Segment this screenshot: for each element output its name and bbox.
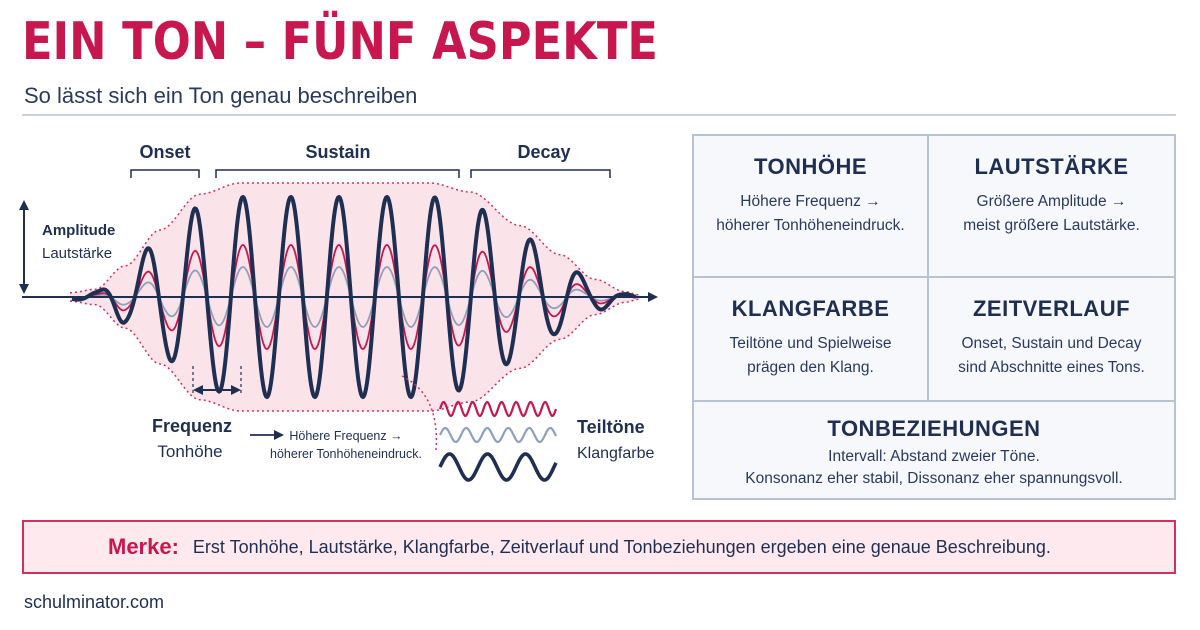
partial-wave-gray xyxy=(440,428,556,442)
phase-brackets xyxy=(131,170,610,178)
aspect-card-lautstaerke xyxy=(929,136,1174,276)
page-title: EIN TON – FÜNF ASPEKTE xyxy=(22,12,658,72)
title-divider xyxy=(22,114,1176,116)
page-subtitle: So lässt sich ein Ton genau beschreiben xyxy=(24,83,418,108)
frequency-note-line1: Höhere Frequenz → xyxy=(289,429,403,443)
frequency-label: Frequenz xyxy=(151,416,233,436)
sustain-label: Sustain xyxy=(305,142,371,162)
aspect-card-tonbeziehungen xyxy=(694,402,1174,498)
aspect-title: KLANGFARBE xyxy=(731,296,890,321)
partials-label: Teiltöne xyxy=(577,417,645,437)
aspect-card-tonhoehe xyxy=(694,136,927,276)
aspect-title: TONBEZIEHUNGEN xyxy=(827,416,1041,441)
aspect-title: TONHÖHE xyxy=(753,154,868,179)
merke-box xyxy=(22,520,1176,574)
footer-link[interactable]: schulminator.com xyxy=(24,592,165,612)
aspect-description: Größere Amplitude → meist größere Lautstärke. xyxy=(963,193,1140,234)
aspect-card-zeitverlauf xyxy=(929,278,1174,400)
aspect-description: Teiltöne und Spielweise prägen den Klang. xyxy=(729,335,892,376)
merke-label: Merke: xyxy=(108,534,179,559)
aspect-title: LAUTSTÄRKE xyxy=(974,154,1129,179)
aspects-grid xyxy=(692,134,1176,500)
aspect-card-klangfarbe xyxy=(694,278,927,400)
merke-text: Erst Tonhöhe, Lautstärke, Klangfarbe, Zeitverlauf und Tonbeziehungen ergeben eine genaue Beschreibung. xyxy=(192,536,1051,557)
waveform-diagram xyxy=(0,120,690,500)
aspect-description: Onset, Sustain und Decay sind Abschnitte eines Tons. xyxy=(958,335,1145,376)
partial-wave-navy xyxy=(440,454,556,480)
decay-label: Decay xyxy=(517,142,571,162)
onset-bracket xyxy=(131,170,199,178)
frequency-note-line2: höherer Tonhöheneindruck. xyxy=(270,447,422,461)
onset-label: Onset xyxy=(139,142,191,162)
partials-sublabel: Klangfarbe xyxy=(577,445,655,462)
sustain-bracket xyxy=(216,170,459,178)
aspect-title: ZEITVERLAUF xyxy=(972,296,1131,321)
aspect-description: Intervall: Abstand zweier Töne. Konsonanz eher stabil, Dissonanz eher spannungsvoll. xyxy=(745,448,1123,487)
partial-wave-pink xyxy=(440,402,556,416)
amplitude-sublabel: Lautstärke xyxy=(42,245,113,262)
decay-bracket xyxy=(471,170,610,178)
frequency-sublabel: Tonhöhe xyxy=(157,442,223,461)
amplitude-label: Amplitude xyxy=(42,222,116,239)
aspect-description: Höhere Frequenz → höherer Tonhöheneindruck. xyxy=(716,193,905,234)
